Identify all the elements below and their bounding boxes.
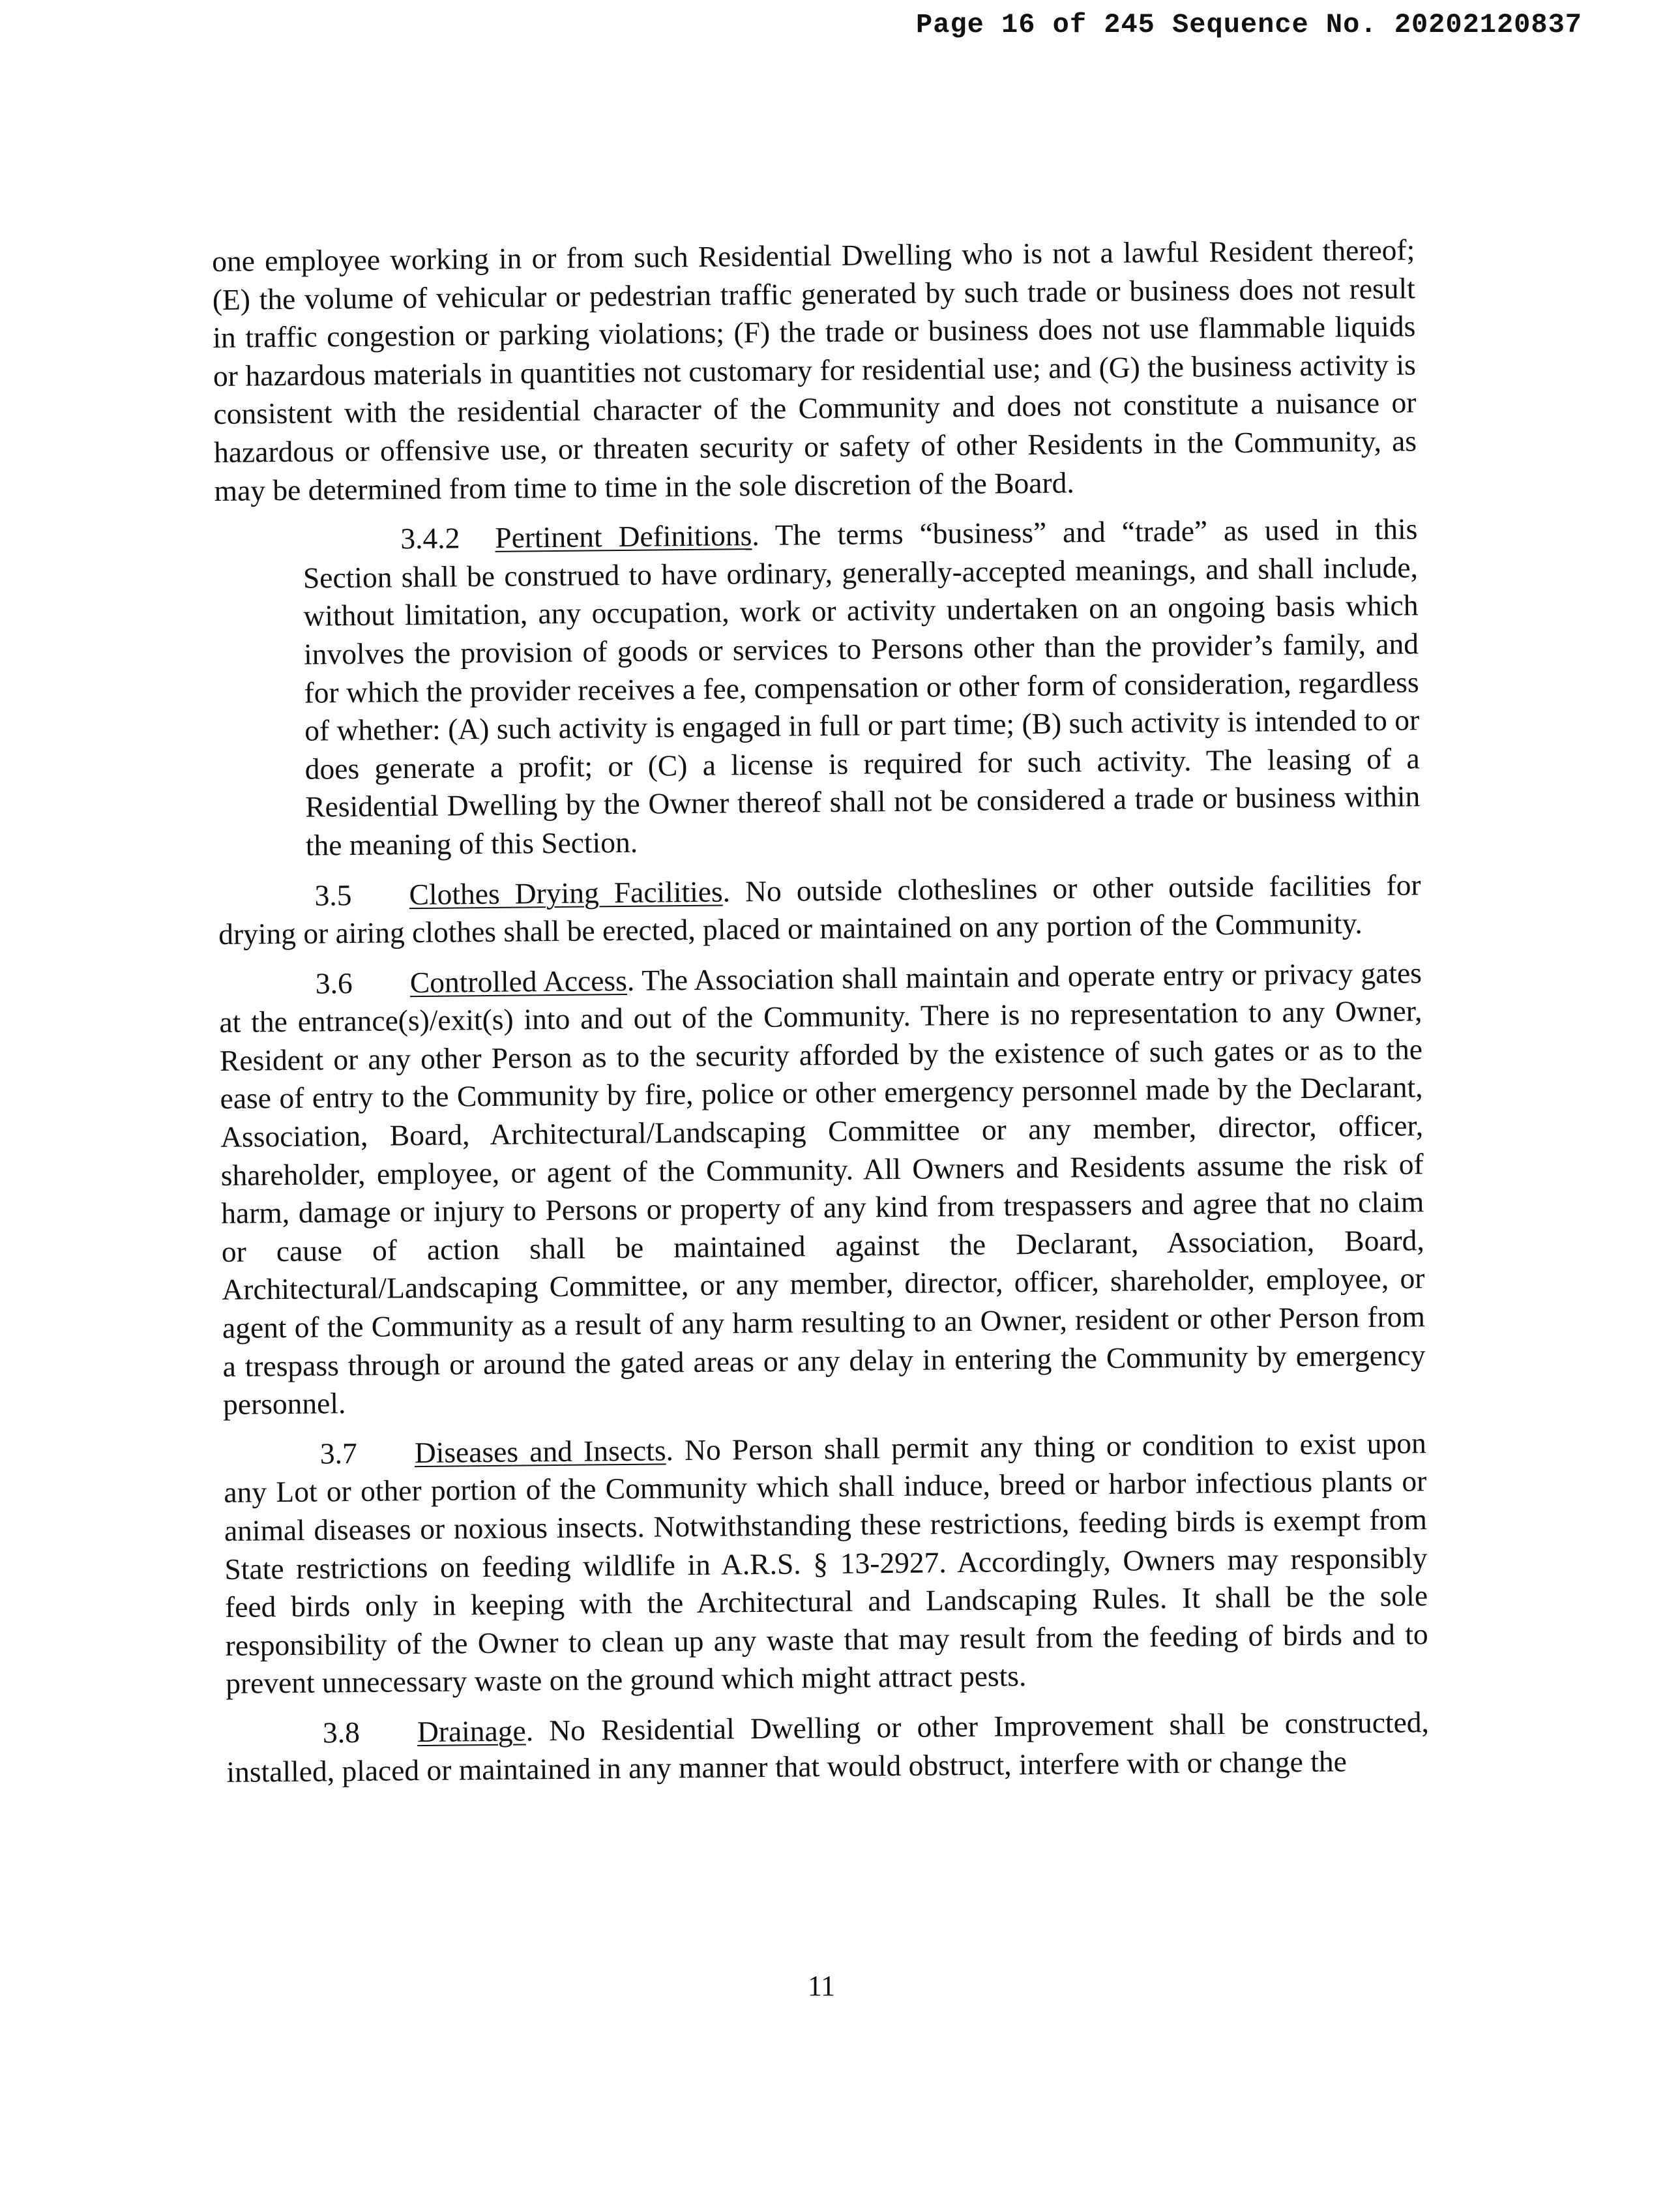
document-body <box>212 231 1430 1791</box>
page-header: Page 16 of 245 Sequence No. 20202120837 <box>916 9 1582 40</box>
page-number: 11 <box>807 1970 836 2002</box>
section-number: 3.6 <box>315 966 353 1000</box>
section-text: . No outside clotheslines or other outside facilities for drying or airing clothes shall be erected, placed or maintained on any portion of the Community. <box>218 867 1421 951</box>
section-text: . No Person shall permit any thing or condition to exist upon any Lot or other portion of the Community which shall induce, breed or harbor infectious plants or animal diseases or noxious insects. Notwithstanding these restrictions, feeding birds is exempt from State restrictions on feeding wildlife in A.R.S. § 13-2927. Accordingly, Owners may responsibly feed birds only in keeping with the Architectural and Landscaping Rules. It shall be the sole responsibility of the Owner to clean up any waste that may result from the feeding of birds and to prevent unnecessary waste on the ground which might attract pests. <box>224 1426 1428 1701</box>
section-heading: Clothes Drying Facilities <box>409 874 723 911</box>
section-heading: Drainage <box>417 1714 526 1749</box>
section-heading: Diseases and Insects <box>414 1433 666 1469</box>
paragraph-text: one employee working in or from such Residential Dwelling who is not a lawful Resident thereof; (E) the volume of vehicular or pedestrian traffic generated by such trade or business does not result in traffic congestion or parking violations; (F) the trade or business does not use flammable liquids or hazardous materials in quantities not customary for residential use; and (G) the business activity is consistent with the residential character of the Community and does not constitute a nuisance or hazardous or offensive use, or threaten security or safety of other Residents in the Community, as may be determined from time to time in the sole discretion of the Board. <box>212 233 1417 507</box>
section-number: 3.5 <box>314 878 352 912</box>
section-3-7 <box>224 1424 1429 1703</box>
section-3-5 <box>218 866 1421 954</box>
section-text: . The Association shall maintain and operate entry or privacy gates at the entrance(s)/exit(s) into and out of the Community. There is no representation to any Owner, Resident or any other Person as to the security afforded by the existence of such gates or as to the ease of entry to the Community by fire, police or other emergency personnel made by the Declarant, Association, Board, Architectural/Landscaping Committee or any member, director, officer, shareholder, employee, or agent of the Community. All Owners and Residents assume the risk of harm, damage or injury to Persons or property of any kind from trespassers and agree that no claim or cause of action shall be maintained against the Declarant, Association, Board, Architectural/Landscaping Committee, or any member, director, officer, shareholder, employee, or agent of the Community as a result of any harm resulting to an Owner, resident or other Person from a trespass through or around the gated areas or any delay in entering the Community by emergency personnel. <box>219 955 1426 1421</box>
section-3-8 <box>226 1703 1430 1791</box>
section-3-6 <box>219 954 1426 1424</box>
section-number: 3.4.2 <box>400 521 460 556</box>
section-3-4-2 <box>302 510 1421 865</box>
section-heading: Pertinent Definitions <box>495 518 752 555</box>
section-text: . No Residential Dwelling or other Improvement shall be constructed, installed, placed or maintained in any manner that would obstruct, interfere with or change the <box>226 1705 1430 1789</box>
section-number: 3.7 <box>319 1436 357 1470</box>
section-text: . The terms “business” and “trade” as used in this Section shall be construed to have ordinary, generally-accepted meanings, and shall include, without limitation, any occupation, work or activity undertaken on an ongoing basis which involves the provision of goods or services to Persons other than the provider’s family, and for which the provider receives a fee, compensation or other form of consideration, regardless of whether: (A) such activity is engaged in full or part time; (B) such activity is intended to or does generate a profit; or (C) a license is required for such activity. The leasing of a Residential Dwelling by the Owner thereof shall not be considered a trade or business within the meaning of this Section. <box>302 512 1421 862</box>
subsection-block <box>214 510 1421 865</box>
section-number: 3.8 <box>322 1715 361 1749</box>
continuation-paragraph <box>212 231 1417 510</box>
section-heading: Controlled Access <box>409 963 628 999</box>
